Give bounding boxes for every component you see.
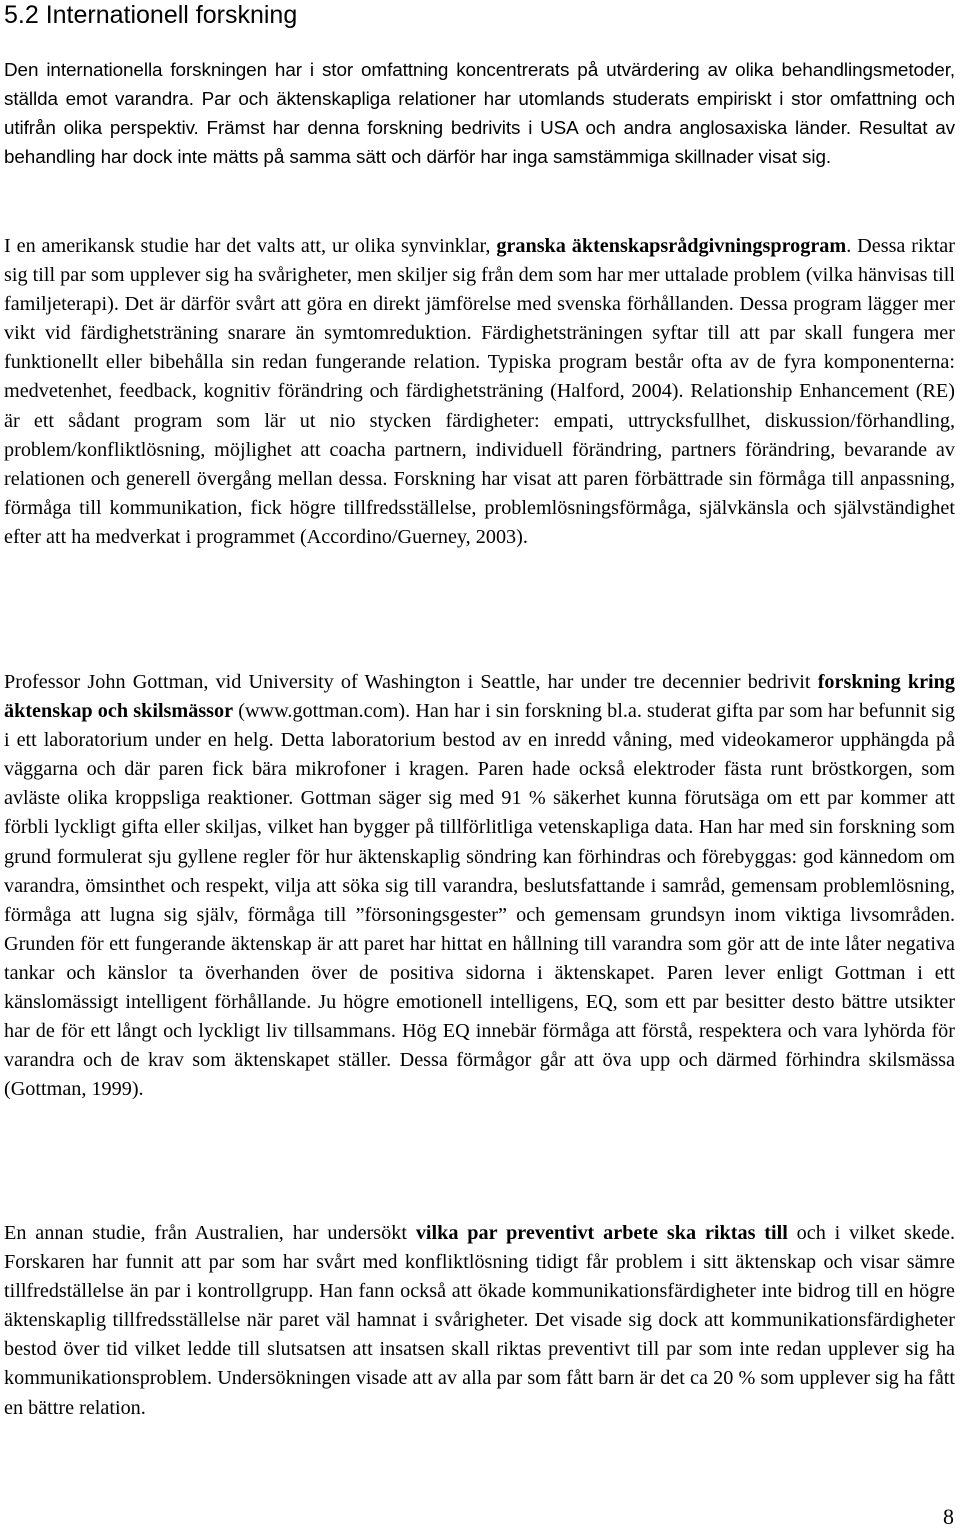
paragraph-gottman (4, 668, 955, 1104)
paragraph-text: (www.gottman.com). Han har i sin forskning bl.a. studerat gifta par som har befunnit sig i ett laboratorium under en helg. Detta laboratorium bestod av en inredd våning, med videokameror upphängda på väggarna och där paren fick bära mikrofoner i kragen. Paren hade också elektroder fästa runt bröstkorgen, som avläste olika kroppsliga reaktioner. Gottman säger sig med 91 % säkerhet kunna förutsäga om ett par kommer att förbli lyckligt gifta eller skiljas, vilket han bygger på tillförlitliga vetenskapliga data. Han har med sin forskning som grund formulerat sju gyllene regler för hur äktenskaplig söndring kan förhindras och förebyggas: god kännedom om varandra, ömsinthet och respekt, vilja att söka sig till varandra, beslutsfattande i samråd, gemensam problemlösning, förmåga att lugna sig själv, förmåga till ”försoningsgester” och gemensam grundsyn inom viktiga livsområden. Grunden för ett fungerande äktenskap är att paret har hittat en hållning till varandra som gör att de inte låter negativa tankar och känslor ta överhanden över de positiva sidorna i äktenskapet. Paren lever enligt Gottman i ett känslomässigt intelligent förhållande. Ju högre emotionell intelligens, EQ, som ett par besitter desto bättre utsikter har de för ett långt och lyckligt liv tillsammans. Hög EQ innebär förmåga att förstå, respektera och vara lyhörda för varandra och de krav som äktenskapet ställer. Dessa förmågor går att öva upp och därmed förhindra skilsmässa (Gottman, 1999). (4, 700, 955, 1101)
paragraph-text: och i vilket skede. Forskaren har funnit att par som har svårt med konfliktlösning tidigt får problem i sitt äktenskap och visar sämre tillfredställelse än par i kontrollgrupp. Han fann också att ökade kommunikationsfärdigheter inte bidrog till en högre äktenskaplig tillfredsställelse när paret väl hamnat i svårigheter. Det visade sig dock att kommunikationsfärdigheter bestod över tid vilket ledde till slutsatsen att insatsen skall riktas preventivt till par som inte redan upplever sig ha kommunikationsproblem. Undersökningen visade att av alla par som fått barn är det ca 20 % som upplever sig ha fått en bättre relation. (4, 1222, 955, 1419)
paragraph-text: . Dessa riktar sig till par som upplever sig ha svårigheter, men skiljer sig från dem som har mer uttalade problem (vilka hänvisas till familjeterapi). Det är därför svårt att göra en direkt jämförelse med svenska förhållanden. Dessa program lägger mer vikt vid färdighetsträning snarare än symtomreduktion. Färdighetsträningen syftar till att par skall fungera mer funktionellt eller bibehålla sin redan fungerande relation. Typiska program består ofta av de fyra komponenterna: medvetenhet, feedback, kognitiv förändring och färdighetsträning (Halford, 2004). Relationship Enhancement (RE) är ett sådant program som lär ut nio stycken färdigheter: empati, uttrycksfullhet, diskussion/förhandling, problem/konfliktlösning, möjlighet att coacha partnern, individuell förändring, partners förändring, bevarande av relationen och generell övergång mellan dessa. Forskning har visat att paren förbättrade sin förmåga till anpassning, förmåga till kommunikation, fick högre tillfredsställelse, problemlösningsförmåga, självkänsla och självständighet efter att ha medverkat i programmet (Accordino/Guerney, 2003). (4, 235, 955, 548)
page-number: 8 (943, 1504, 954, 1529)
paragraph-text: En annan studie, från Australien, har undersökt (4, 1222, 416, 1244)
emphasis-text: granska äktenskapsrådgivningsprogram (496, 235, 847, 257)
paragraph-australian-study (4, 1219, 955, 1423)
emphasis-text: forskning kring äktenskap och skilsmässor (4, 671, 955, 723)
paragraph-text: I en amerikansk studie har det valts att, ur olika synvinklar, (4, 235, 497, 257)
paragraph-american-study (4, 232, 955, 552)
section-heading: 5.2 Internationell forskning (4, 1, 298, 29)
paragraph-intro (4, 57, 955, 173)
emphasis-text: vilka par preventivt arbete ska riktas till (415, 1222, 788, 1244)
paragraph-text: Den internationella forskningen har i stor omfattning koncentrerats på utvärdering av olika behandlingsmetoder, ställda emot varandra. Par och äktenskapliga relationer har utomlands studerats empiriskt i stor omfattning och utifrån olika perspektiv. Främst har denna forskning bedrivits i USA och andra anglosaxiska länder. Resultat av behandling har dock inte mätts på samma sätt och därför har inga samstämmiga skillnader visat sig. (4, 60, 955, 168)
paragraph-text: Professor John Gottman, vid University of Washington i Seattle, har under tre decennier bedrivit (4, 671, 818, 693)
